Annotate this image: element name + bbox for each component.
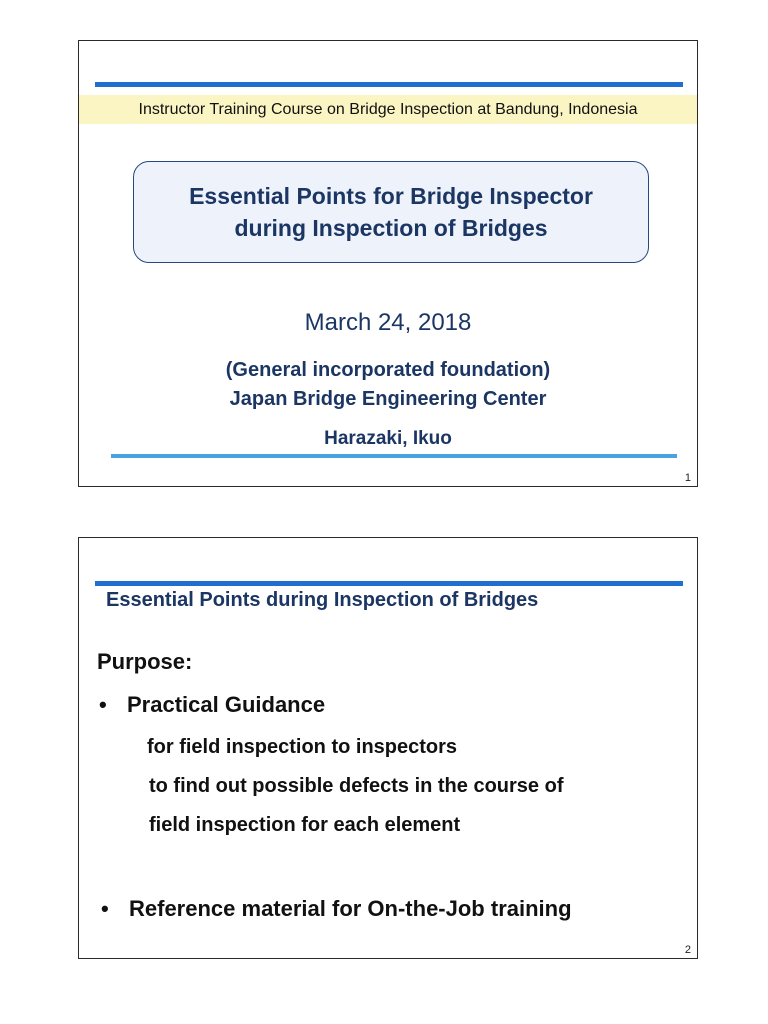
slide-number: 2 bbox=[684, 944, 691, 956]
sub-line: for field inspection to inspectors bbox=[147, 736, 458, 758]
slide-number: 1 bbox=[684, 472, 691, 484]
title-box bbox=[133, 161, 649, 263]
slide-1 bbox=[78, 40, 698, 487]
slide-heading: Essential Points during Inspection of Bridges bbox=[106, 589, 539, 611]
purpose-label: Purpose: bbox=[97, 649, 193, 674]
title-line-1: Essential Points for Bridge Inspector bbox=[189, 183, 593, 209]
author-name: Harazaki, Ikuo bbox=[324, 428, 452, 449]
bullet-text: Reference material for On-the-Job training bbox=[129, 896, 572, 921]
title-line-2: during Inspection of Bridges bbox=[234, 215, 548, 241]
bullet-item-practical-guidance bbox=[99, 692, 325, 718]
bullet-item-reference-material bbox=[101, 896, 572, 922]
top-rule bbox=[95, 581, 683, 586]
sub-line: to find out possible defects in the course of bbox=[149, 775, 564, 797]
slide-2 bbox=[78, 537, 698, 959]
bullet-icon: • bbox=[101, 896, 109, 921]
bullet-icon: • bbox=[99, 692, 107, 717]
course-banner: Instructor Training Course on Bridge Inspection at Bandung, Indonesia bbox=[79, 95, 697, 124]
presentation-date: March 24, 2018 bbox=[304, 309, 472, 336]
organization-name: Japan Bridge Engineering Center bbox=[229, 388, 547, 410]
organization-type: (General incorporated foundation) bbox=[225, 359, 551, 381]
top-rule bbox=[95, 82, 683, 87]
sub-line: field inspection for each element bbox=[149, 814, 461, 836]
bottom-rule bbox=[111, 454, 677, 458]
bullet-text: Practical Guidance bbox=[127, 692, 326, 717]
